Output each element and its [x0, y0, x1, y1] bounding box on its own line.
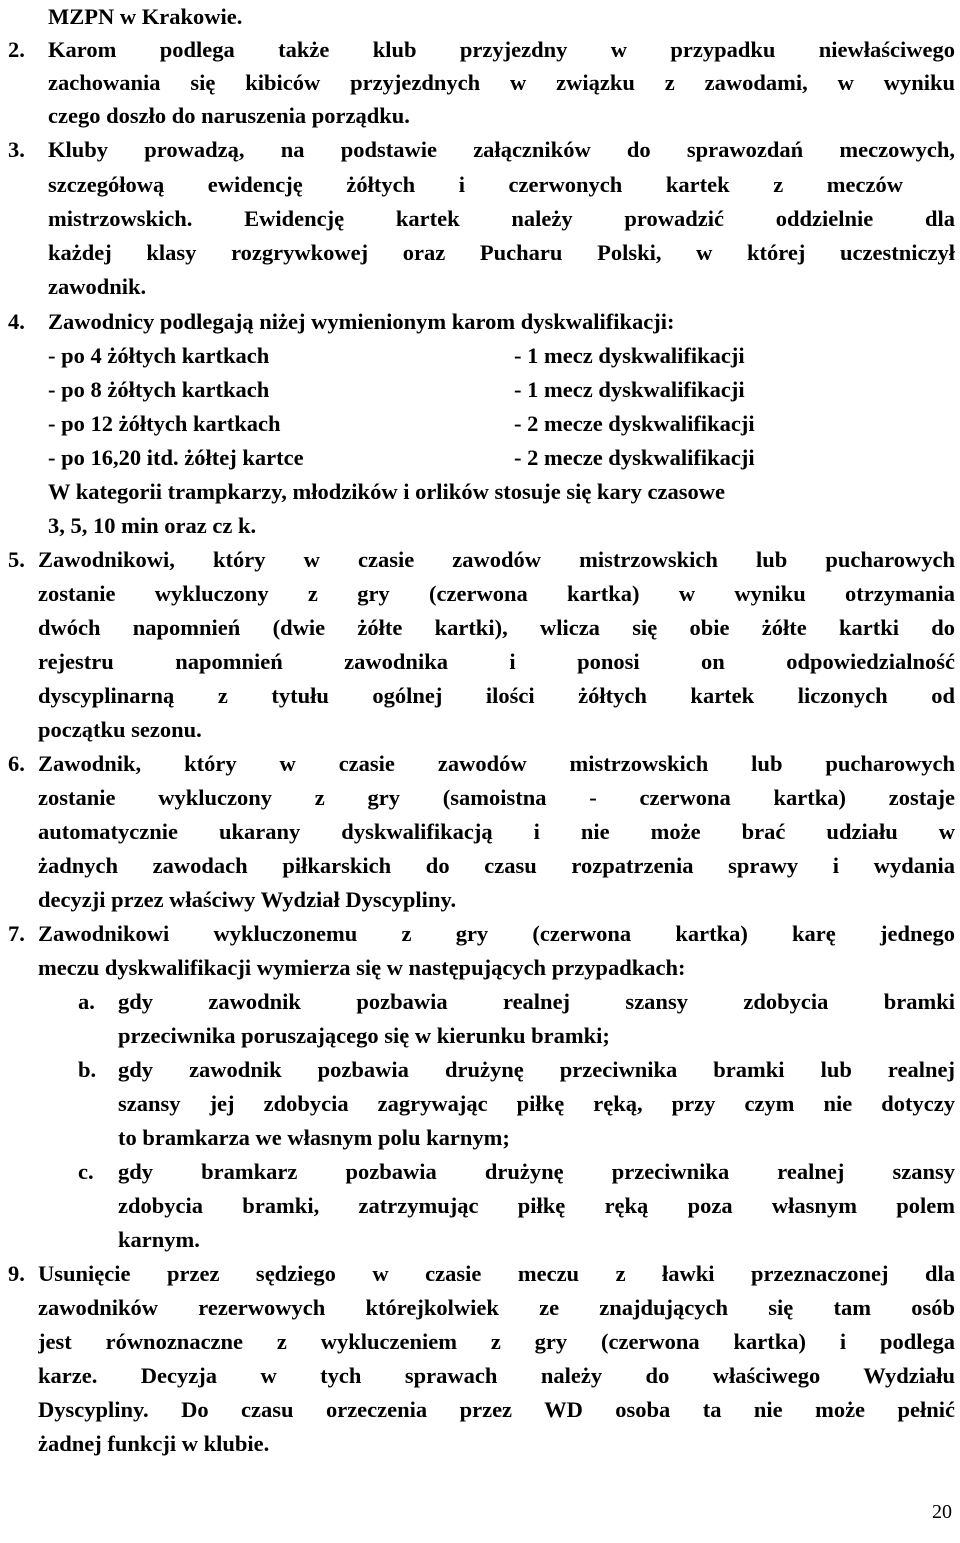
paragraph-line: żadnych zawodach piłkarskich do czasu rozpatrzenia sprawy i wydania — [38, 853, 955, 878]
paragraph-line: Zawodnik, który w czasie zawodów mistrzowskich lub pucharowych — [38, 751, 955, 776]
paragraph-line: zostanie wykluczony z gry (czerwona kartka) w wyniku otrzymania — [38, 581, 955, 606]
subitem-line: zdobycia bramki, zatrzymując piłkę ręką poza własnym polem — [118, 1193, 955, 1218]
item-number: 3. — [8, 137, 25, 162]
item-number: 4. — [8, 309, 25, 334]
header-fragment: MZPN w Krakowie. — [48, 4, 243, 29]
paragraph-line: zostanie wykluczony z gry (samoistna - czerwona kartka) zostaje — [38, 785, 955, 810]
paragraph-line: zachowania się kibiców przyjezdnych w związku z zawodami, w wyniku — [48, 70, 955, 95]
paragraph-line: Kluby prowadzą, na podstawie załączników do sprawozdań meczowych, — [48, 137, 955, 162]
subitem-line: szansy jej zdobycia zagrywając piłkę ręką, przy czym nie dotyczy — [118, 1091, 955, 1116]
paragraph-line: szczegółową ewidencję żółtych i czerwonych kartek z meczów — [48, 172, 903, 197]
paragraph-line: żadnej funkcji w klubie. — [38, 1431, 270, 1456]
paragraph-line: czego doszło do naruszenia porządku. — [48, 103, 410, 128]
paragraph-line: dwóch napomnień (dwie żółte kartki), wlicza się obie żółte kartki do — [38, 615, 955, 640]
subitem-letter: b. — [78, 1057, 97, 1082]
paragraph-line: meczu dyskwalifikacji wymierza się w następujących przypadkach: — [38, 955, 686, 980]
penalty-threshold: - po 4 żółtych kartkach — [48, 343, 270, 368]
item-number: 6. — [8, 751, 25, 776]
item-number: 9. — [8, 1261, 25, 1286]
item-number: 5. — [8, 547, 25, 572]
paragraph-line: każdej klasy rozgrywkowej oraz Pucharu Polski, w której uczestniczył — [48, 240, 955, 265]
paragraph-line: Zawodnikowi wykluczonemu z gry (czerwona kartka) karę jednego — [38, 921, 955, 946]
paragraph-line: zawodnik. — [48, 274, 147, 299]
subitem-letter: a. — [78, 989, 95, 1014]
penalty-result: - 1 mecz dyskwalifikacji — [514, 343, 745, 368]
paragraph-line: początku sezonu. — [38, 717, 202, 742]
subitem-line: gdy zawodnik pozbawia realnej szansy zdobycia bramki — [118, 989, 955, 1014]
page-number: 20 — [932, 1501, 952, 1523]
paragraph-line: karze. Decyzja w tych sprawach należy do właściwego Wydziału — [38, 1363, 955, 1388]
paragraph-line: rejestru napomnień zawodnika i ponosi on odpowiedzialność — [38, 649, 955, 674]
subitem-line: gdy zawodnik pozbawia drużynę przeciwnika bramki lub realnej — [118, 1057, 955, 1082]
paragraph-line: W kategorii trampkarzy, młodzików i orlików stosuje się kary czasowe — [48, 479, 726, 504]
paragraph-line: 3, 5, 10 min oraz cz k. — [48, 513, 257, 538]
subitem-letter: c. — [78, 1159, 94, 1184]
subitem-line: przeciwnika poruszającego się w kierunku bramki; — [118, 1023, 610, 1048]
paragraph-line: Zawodnikowi, który w czasie zawodów mistrzowskich lub pucharowych — [38, 547, 955, 572]
paragraph-line: Karom podlega także klub przyjezdny w przypadku niewłaściwego — [48, 37, 955, 62]
paragraph-line: Usunięcie przez sędziego w czasie meczu z ławki przeznaczonej dla — [38, 1261, 955, 1286]
penalty-threshold: - po 16,20 itd. żółtej kartce — [48, 445, 304, 470]
paragraph-line: zawodników rezerwowych którejkolwiek ze znajdujących się tam osób — [38, 1295, 955, 1320]
paragraph-line: decyzji przez właściwy Wydział Dyscypliny. — [38, 887, 457, 912]
item-number: 7. — [8, 921, 25, 946]
paragraph-line: jest równoznaczne z wykluczeniem z gry (czerwona kartka) i podlega — [38, 1329, 955, 1354]
subitem-line: gdy bramkarz pozbawia drużynę przeciwnika realnej szansy — [118, 1159, 955, 1184]
penalty-result: - 2 mecze dyskwalifikacji — [514, 411, 755, 436]
penalty-result: - 1 mecz dyskwalifikacji — [514, 377, 745, 402]
paragraph-line: mistrzowskich. Ewidencję kartek należy prowadzić oddzielnie dla — [48, 206, 955, 231]
paragraph-line: Zawodnicy podlegają niżej wymienionym karom dyskwalifikacji: — [48, 309, 675, 334]
paragraph-line: automatycznie ukarany dyskwalifikacją i nie może brać udziału w — [38, 819, 955, 844]
penalty-result: - 2 mecze dyskwalifikacji — [514, 445, 755, 470]
subitem-line: to bramkarza we własnym polu karnym; — [118, 1125, 510, 1150]
penalty-threshold: - po 12 żółtych kartkach — [48, 411, 281, 436]
penalty-threshold: - po 8 żółtych kartkach — [48, 377, 270, 402]
subitem-line: karnym. — [118, 1227, 200, 1252]
paragraph-line: dyscyplinarną z tytułu ogólnej ilości żółtych kartek liczonych od — [38, 683, 955, 708]
paragraph-line: Dyscypliny. Do czasu orzeczenia przez WD osoba ta nie może pełnić — [38, 1397, 955, 1422]
item-number: 2. — [8, 37, 25, 62]
